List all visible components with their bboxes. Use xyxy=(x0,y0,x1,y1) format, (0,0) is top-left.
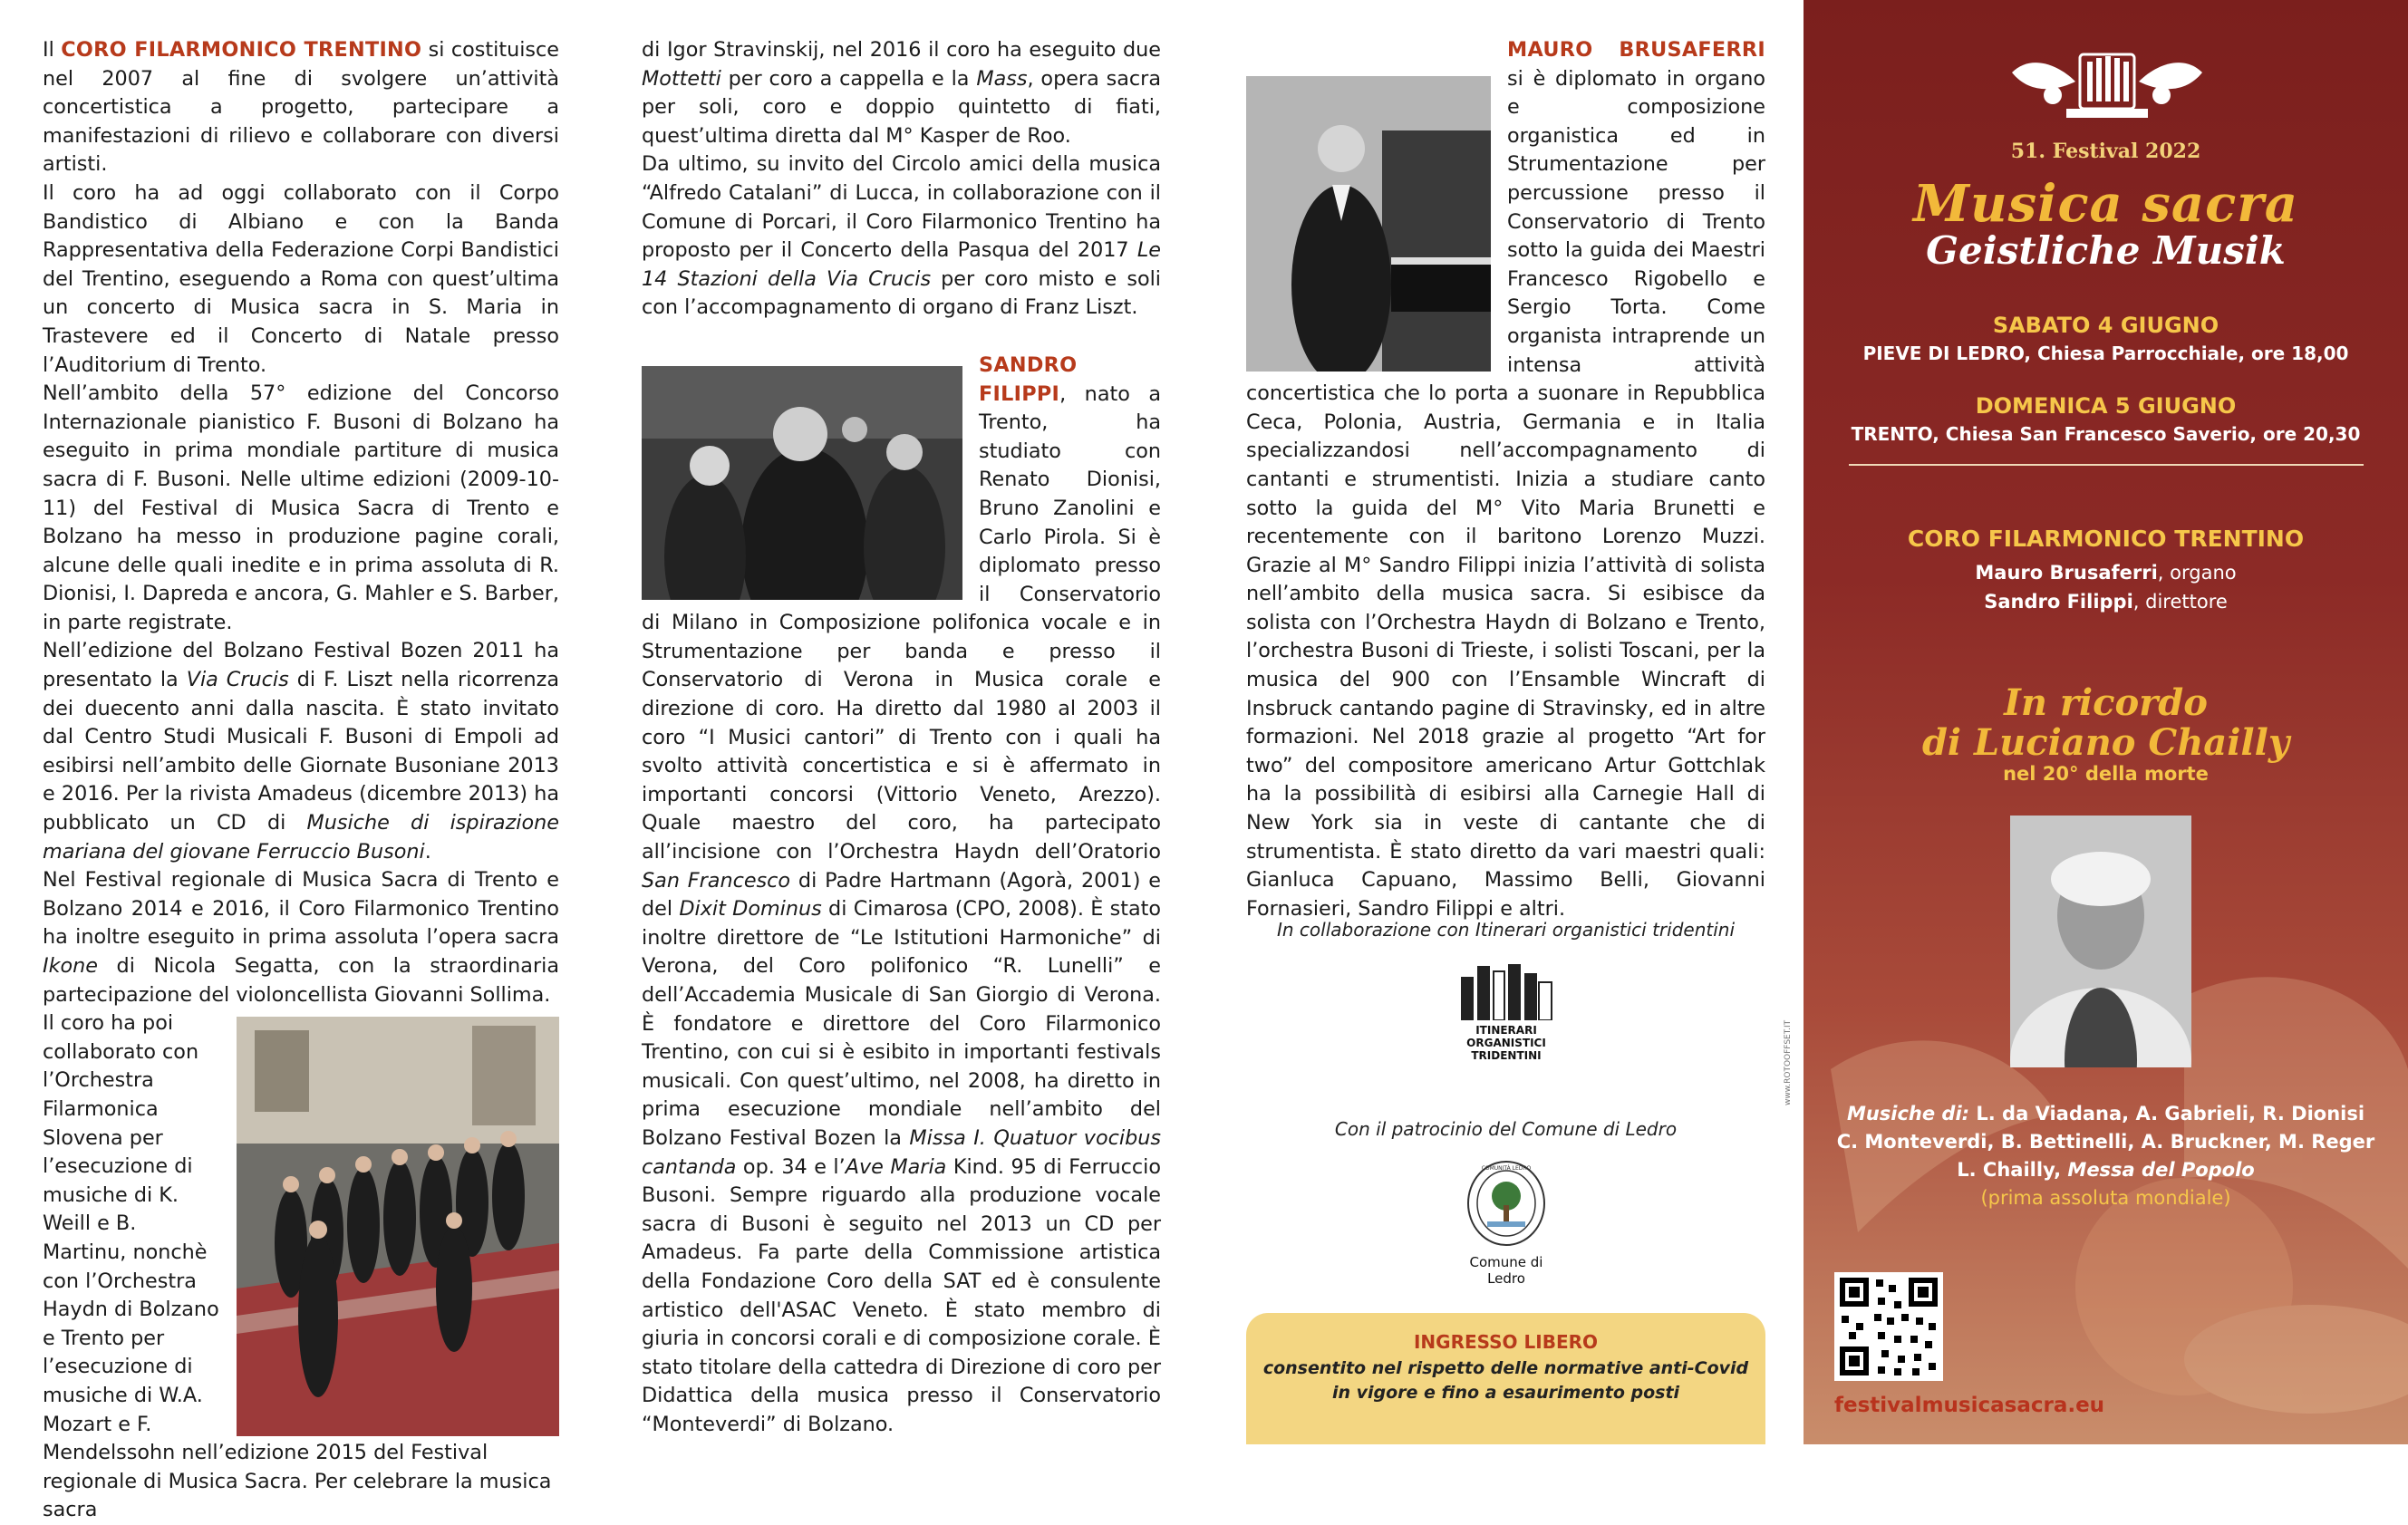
paragraph-brusaferri: MAURO BRUSAFERRI si è diplomato in organo e composizione organistica ed in Strumentazione per percussione presso il Conservatorio di Trento sotto la guida dei Maestri Francesco Rigobello e Sergio Torta. Come organista intraprende un intensa attività concertistica che lo porta a suonare in Repubblica Ceca, Polonia, Austria, Germania e in Italia specializzandosi nell’accompagnamento di cantanti e strumentisti. Inizia a studiare canto sotto la guida del M° Vito Maria Brunetti e recentemente con il baritono Lorenzo Muzzi. Grazie al M° Sandro Filippi inizia l’attività di solista nell’ambito della musica sacra. Si esibisce da solista con l’Orchestra Haydn di Bolzano e Trento, l’orchestra Busoni di Trieste, i solisti Toscani, per la musica del 900 con l’Ensamble Wincraft di Insbruck cantando pagine di Stravinsky, ed in altre formazioni. Nel 2018 grazie al progetto “Art for two” del compositore americano Artur Gottchlak ha la possibilità di esibirsi alla Carnegie Hall di New York sia in veste di cantante che di strumentista. È stato diretto da vari maestri quali: Gianluca Capuano, Massimo Belli, Giovanni Fornasieri, Sandro Filippi e altri. xyxy=(1246,38,1765,921)
column-1 xyxy=(43,36,559,1525)
composers-list: Musiche di: L. da Viadana, A. Gabrieli, R. Dionisi C. Monteverdi, B. Bettinelli, A. Bruckner, M. Reger L. Chailly, Messa del Popolo (prima assoluta mondiale) xyxy=(1836,1103,2375,1209)
paragraph: Il coro ha poi collaborato con l’Orchestra Filarmonica Slovena per l’esecuzione di musiche di K. Weill e B. Martinu, nonchè con l’Orchestra Haydn di Bolzano e Trento per l’esecuzione di musiche di W.A. Mozart e F. Mendelssohn nell’edizione 2015 del Festival regionale di Musica Sacra. Per celebrare la musica sacra xyxy=(43,1009,559,1525)
organ-angels-logo-icon xyxy=(2003,45,2211,129)
chailly-photo xyxy=(2010,816,2191,1067)
festival-subtitle: Geistliche Musik xyxy=(1926,228,2286,273)
choir-name-highlight: CORO FILARMONICO TRENTINO xyxy=(61,38,422,62)
free-entry-title: INGRESSO LIBERO xyxy=(1413,1331,1599,1353)
svg-text:COMUNITÀ LEDRO: COMUNITÀ LEDRO xyxy=(1481,1165,1532,1172)
paragraph-filippi: SANDRO FILIPPI, nato a Trento, ha studiato con Renato Dionisi, Bruno Zanolini e Carlo Pirola. Si è diplomato presso il Conservatorio di Milano in Composizione polifonica vocale e in Strumentazione per banda e presso il Conservatorio di Verona in Musica corale e direzione di coro. Ha diretto dal 1980 al 2003 il coro “I Musici cantori” di Trento con i quali ha svolto attività concertistica e si è affermato in importanti concorsi (Vittorio Veneto, Arezzo). Quale maestro del coro, ha partecipato all’incisione con l’Orchestra Haydn dell’Oratorio San Francesco di Padre Hartmann (Agorà, 2001) e del Dixit Dominus di Cimarosa (CPO, 2008). È stato inoltre direttore de “Le Istitutioni Harmoniche” di Verona, del Coro polifonico “R. Lunelli” e dell’Accademia Musicale di San Giorgio di Verona. È fondatore e direttore del Coro Filarmonico Trentino, con cui si è esibito in importanti festivals musicali. Con quest’ultimo, nel 2008, ha diretto in prima esecuzione mondiale nell’ambito del Bolzano Festival Bozen la Missa I. Quatuor vocibus cantanda op. 34 e l’Ave Maria Kind. 95 di Ferruccio Busoni. Sempre riguardo alla produzione vocale sacra di Busoni è seguito nel 2013 un CD per Amadeus. Fa parte della Commissione artistica della Fondazione Coro della SAT ed è consulente artistico dell'ASAC Veneto. È stato membro di giuria in concorsi corali e di composizione corale. È stato titolare della cattedra di Direzione di coro per Didattica della musica presso il Conservatorio “Monteverdi” di Bolzano. xyxy=(642,352,1161,1436)
paragraph: Nell’edizione del Bolzano Festival Bozen 2011 ha presentato la Via Crucis di F. Liszt nella ricorrenza dei duecento anni dalla nascita. È stato invitato dal Centro Studi Musicali F. Busoni di Empoli ad esibirsi nell’ambito delle Giornate Busoniane 2013 e 2016. Per la rivista Amadeus (dicembre 2013) ha pubblicato un CD di Musiche di ispirazione mariana del giovane Ferruccio Busoni. xyxy=(43,639,559,864)
paragraph: Nell’ambito della 57° edizione del Concorso Internazionale pianistico F. Busoni di Bolzano ha eseguito in prima mondiale partiture di musica sacra di F. Busoni. Nelle ultime edizioni (2009-10-11) del Festival di Musica Sacra di Trento e Bolzano ha messo in produzione pagine corali, alcune delle quali inedite e in prima assoluta di R. Dionisi, I. Dapreda e ancora, G. Mahler e S. Barber, in parte registrate. xyxy=(43,381,559,634)
ledro-seal-icon xyxy=(1465,1160,1547,1247)
patronage-note: Con il patrocinio del Comune di Ledro xyxy=(1334,1118,1678,1140)
qr-code[interactable] xyxy=(1834,1272,1943,1381)
performer-2: Sandro Filippi, direttore xyxy=(1984,591,2228,613)
organ-pipes-icon xyxy=(1459,962,1553,1020)
memorial-title: In ricordo xyxy=(2004,681,2208,724)
choir-photo xyxy=(237,1017,559,1436)
performer-1: Mauro Brusaferri, organo xyxy=(1975,562,2237,584)
venue-2: TRENTO, Chiesa San Francesco Saverio, ore 20,30 xyxy=(1851,423,2361,445)
column-2 xyxy=(642,36,1161,1440)
brusaferri-photo xyxy=(1246,76,1491,372)
paragraph: Il coro ha ad oggi collaborato con il Corpo Bandistico di Albiano e con la Banda Rappresentativa della Federazione Corpi Bandistici del Trentino, eseguendo a Roma con quest’ultima un concerto di Musica sacra in S. Maria in Trastevere ed il Concerto di Natale presso l’Auditorium di Trento. xyxy=(43,180,559,377)
memorial-note: nel 20° della morte xyxy=(2003,763,2209,785)
website-link[interactable]: festivalmusicasacra.eu xyxy=(1834,1394,2105,1417)
choir-title: CORO FILARMONICO TRENTINO xyxy=(1907,526,2305,552)
itinerari-logo: ITINERARI ORGANISTICI TRIDENTINI xyxy=(1459,962,1553,1062)
column-3 xyxy=(1246,36,1765,923)
paragraph: Nel Festival regionale di Musica Sacra di Trento e Bolzano 2014 e 2016, il Coro Filarmonico Trentino ha inoltre eseguito in prima assoluta l’opera sacra Ikone di Nicola Segatta, con la straordinaria partecipazione del violoncellista Giovanni Sollima. xyxy=(43,868,559,1007)
memorial-name: di Luciano Chailly xyxy=(1921,721,2290,764)
date-1: SABATO 4 GIUGNO xyxy=(1992,313,2219,338)
paragraph-intro: Il CORO FILARMONICO TRENTINO si costituisce nel 2007 al fine di svolgere un’attività concertistica a progetto, partecipare a manifestazioni di rilievo e collaborare con diversi artisti. xyxy=(43,38,560,177)
date-2: DOMENICA 5 GIUGNO xyxy=(1975,393,2237,419)
festival-title: Musica sacra xyxy=(1912,174,2299,234)
venue-1: PIEVE DI LEDRO, Chiesa Parrocchiale, ore 18,00 xyxy=(1862,343,2349,364)
filippi-photo xyxy=(642,366,962,600)
paragraph: Da ultimo, su invito del Circolo amici della musica “Alfredo Catalani” di Lucca, in collaborazione con il Comune di Porcari, il Coro Filarmonico Trentino ha proposto per il Concerto della Pasqua del 2017 Le 14 Stazioni della Via Crucis per coro misto e soli con l’accompagnamento di organo di Franz Liszt. xyxy=(642,152,1161,320)
paragraph: di Igor Stravinskij, nel 2016 il coro ha eseguito due Mottetti per coro a cappella e la Mass, opera sacra per soli, coro e doppio quintetto di fiati, quest’ultima diretta dal M° Kasper de Roo. xyxy=(642,38,1161,148)
brusaferri-name-highlight: MAURO BRUSAFERRI xyxy=(1507,38,1765,62)
ledro-logo: COMUNITÀ LEDRO Comune di Ledro xyxy=(1450,1160,1562,1287)
filippi-name-highlight: SANDRO FILIPPI xyxy=(979,352,1078,406)
divider xyxy=(1849,464,2364,466)
festival-cover-panel xyxy=(1804,0,2408,1444)
printer-credit: www.ROTOOFFSET.IT xyxy=(1784,1019,1793,1105)
free-entry-note: consentito nel rispetto delle normative anti-Covid in vigore e fino a esaurimento posti xyxy=(1262,1358,1749,1403)
collaboration-note: In collaborazione con Itinerari organistici tridentini xyxy=(1276,919,1736,941)
free-entry-box xyxy=(1246,1313,1765,1444)
festival-edition: 51. Festival 2022 xyxy=(2010,140,2201,163)
